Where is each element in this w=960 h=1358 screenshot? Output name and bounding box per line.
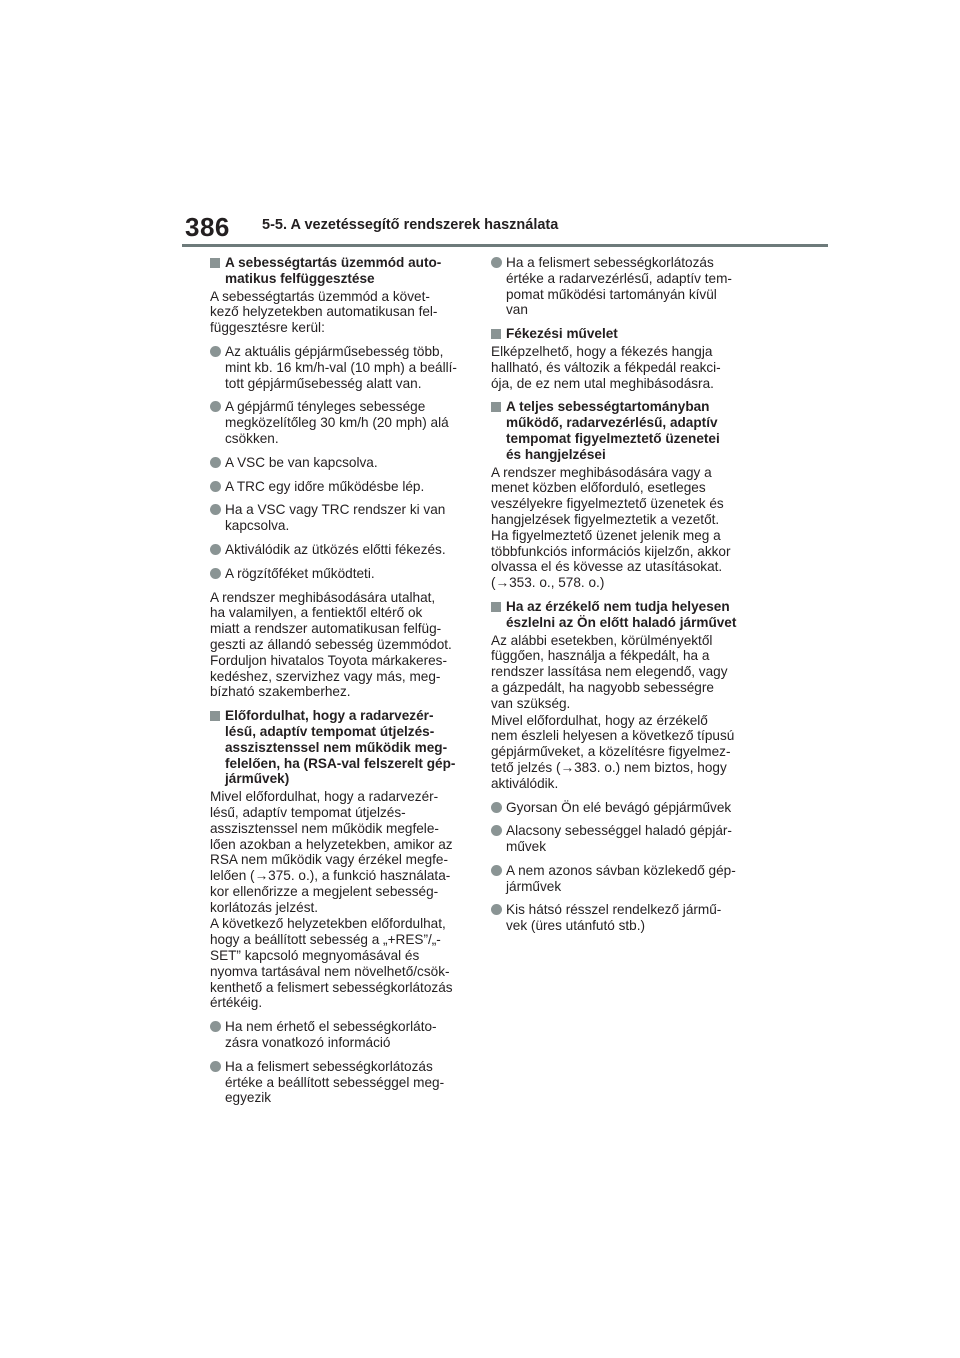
round-bullet-icon xyxy=(491,802,502,813)
paragraph: A sebességtartás üzemmód a követ- kező helyzetekben automatikusan fel- függesztésre kerül: xyxy=(210,288,438,336)
paragraph: A rendszer meghibásodására utalhat, ha valamilyen, a fentiektől eltérő ok miatt a rendszer automatikusan felfüg- geszti az állandó sebesség üzemmódot. Forduljon hivatalos Toyota márkakeres- kedéshez, szervizhez vagy más, meg- bízható szakemberhez. xyxy=(210,589,452,700)
bullet-list xyxy=(491,800,759,935)
bullet-item xyxy=(210,455,478,471)
round-bullet-icon xyxy=(210,457,221,468)
heading-text: Előfordulhat, hogy a radarvezér- lésű, adaptív tempomat útjelzés- asszisztenssel nem működik meg- felelően, ha (RSA-val felszerelt gép- járművek) xyxy=(225,708,456,787)
heading-text: Fékezési művelet xyxy=(506,326,618,342)
bullet-item xyxy=(491,800,759,816)
bullet-text: Aktiválódik az ütközés előtti fékezés. xyxy=(225,541,446,557)
bullet-text: A nem azonos sávban közlekedő gép- járművek xyxy=(506,862,736,894)
section-heading xyxy=(491,399,759,462)
round-bullet-icon xyxy=(491,904,502,915)
heading-text: A teljes sebességtartományban működő, radarvezérlésű, adaptív tempomat figyelmeztető üzenetei és hangjelzései xyxy=(506,399,720,462)
section-heading xyxy=(210,255,478,287)
bullet-text: Ha nem érhető el sebességkorláto- zásra vonatkozó információ xyxy=(225,1019,437,1051)
left-column xyxy=(210,255,478,1114)
paragraph: Mivel előfordulhat, hogy az érzékelő nem észleli helyesen a következő típusú gépjárműveket, a közelítésre figyelmez- tető jelzés (→383. o.) nem biztos, hogy aktiválódik. xyxy=(491,712,735,791)
paragraph: Mivel előfordulhat, hogy a radarvezér- lésű, adaptív tempomat útjelzés- asszisztenssel nem működik megfele- lően azokban a helyzetekben, amikor az RSA nem működik vagy érzékel megfe- lelően (→375. o.), a funkció használata- kor ellenőrizze a megjelent sebesség- korlátozás jelzést. xyxy=(210,789,453,915)
paragraph: Az alábbi esetekben, körülményektől függően, használja a fékpedált, ha a rendszer lassítása nem elegendő, vagy a gázpedált, ha nagyobb sebességre van szükség. xyxy=(491,632,728,711)
square-bullet-icon xyxy=(491,602,501,612)
square-bullet-icon xyxy=(210,711,220,721)
square-bullet-icon xyxy=(491,329,501,339)
heading-text: Ha az érzékelő nem tudja helyesen észlelni az Ön előtt haladó járművet xyxy=(506,598,737,630)
round-bullet-icon xyxy=(210,481,221,492)
bullet-text: Ha a felismert sebességkorlátozás értéke a radarvezérlésű, adaptív tem- pomat működési tartományán kívül van xyxy=(506,255,732,318)
bullet-item xyxy=(210,344,478,391)
bullet-text: Gyorsan Ön elé bevágó gépjárművek xyxy=(506,799,732,815)
round-bullet-icon xyxy=(210,504,221,515)
bullet-text: Alacsony sebességgel haladó gépjár- művek xyxy=(506,823,732,855)
bullet-text: A gépjármű tényleges sebessége megközelítőleg 30 km/h (20 mph) alá csökken. xyxy=(225,399,449,446)
section-heading xyxy=(491,599,759,631)
right-column xyxy=(491,255,759,942)
bullet-item xyxy=(491,255,759,318)
bullet-list xyxy=(491,255,759,318)
bullet-item xyxy=(210,399,478,446)
bullet-text: A VSC be van kapcsolva. xyxy=(225,454,378,470)
bullet-text: Ha a VSC vagy TRC rendszer ki van kapcsolva. xyxy=(225,502,446,534)
bullet-item xyxy=(491,863,759,895)
bullet-text: A rögzítőféket működteti. xyxy=(225,565,375,581)
bullet-text: Kis hátsó résszel rendelkező jármű- vek (üres utánfutó stb.) xyxy=(506,902,722,934)
round-bullet-icon xyxy=(491,865,502,876)
section-title: 5-5. A vezetéssegítő rendszerek használata xyxy=(262,217,559,233)
bullet-item xyxy=(210,1059,478,1106)
bullet-item xyxy=(210,542,478,558)
round-bullet-icon xyxy=(210,1061,221,1072)
square-bullet-icon xyxy=(491,402,501,412)
round-bullet-icon xyxy=(491,257,502,268)
bullet-item xyxy=(210,566,478,582)
bullet-item xyxy=(491,823,759,855)
header-rule xyxy=(182,244,828,247)
bullet-item xyxy=(210,502,478,534)
paragraph: A rendszer meghibásodására vagy a menet közben előforduló, esetleges veszélyekre figyelmeztető üzenetek és hangjelzések figyelmeztetik a vezetőt. Ha figyelmeztető üzenet jelenik meg a többfunkciós információs kijelzőn, akkor olvassa el és kövesse az utasításokat. (→353. o., 578. o.) xyxy=(491,464,731,591)
round-bullet-icon xyxy=(210,346,221,357)
paragraph: A következő helyzetekben előfordulhat, hogy a beállított sebesség a „+RES”/„- SET” kapcsoló megnyomásával és nyomva tartásával nem növelhető/csök- kenthető a felismert sebességkorlátozás értékéig. xyxy=(210,916,453,1011)
round-bullet-icon xyxy=(210,568,221,579)
bullet-list xyxy=(210,344,478,582)
square-bullet-icon xyxy=(210,258,220,268)
paragraph: Elképzelhető, hogy a fékezés hangja hallható, és változik a fékpedál reakci- ója, de ez nem utal meghibásodásra. xyxy=(491,343,721,391)
round-bullet-icon xyxy=(210,401,221,412)
bullet-item xyxy=(210,1019,478,1051)
bullet-item xyxy=(210,479,478,495)
page-number: 386 xyxy=(185,212,230,242)
heading-text: A sebességtartás üzemmód auto- matikus felfüggesztése xyxy=(225,255,442,286)
bullet-item xyxy=(491,902,759,934)
bullet-text: Az aktuális gépjárműsebesség több, mint kb. 16 km/h-val (10 mph) a beállí- tott gépjárműsebesség alatt van. xyxy=(225,343,457,391)
round-bullet-icon xyxy=(210,1021,221,1032)
round-bullet-icon xyxy=(491,825,502,836)
bullet-list xyxy=(210,1019,478,1106)
bullet-text: A TRC egy időre működésbe lép. xyxy=(225,478,425,494)
round-bullet-icon xyxy=(210,544,221,555)
section-heading xyxy=(210,708,478,787)
bullet-text: Ha a felismert sebességkorlátozás értéke a beállított sebességgel meg- egyezik xyxy=(225,1058,445,1106)
section-heading xyxy=(491,326,759,342)
